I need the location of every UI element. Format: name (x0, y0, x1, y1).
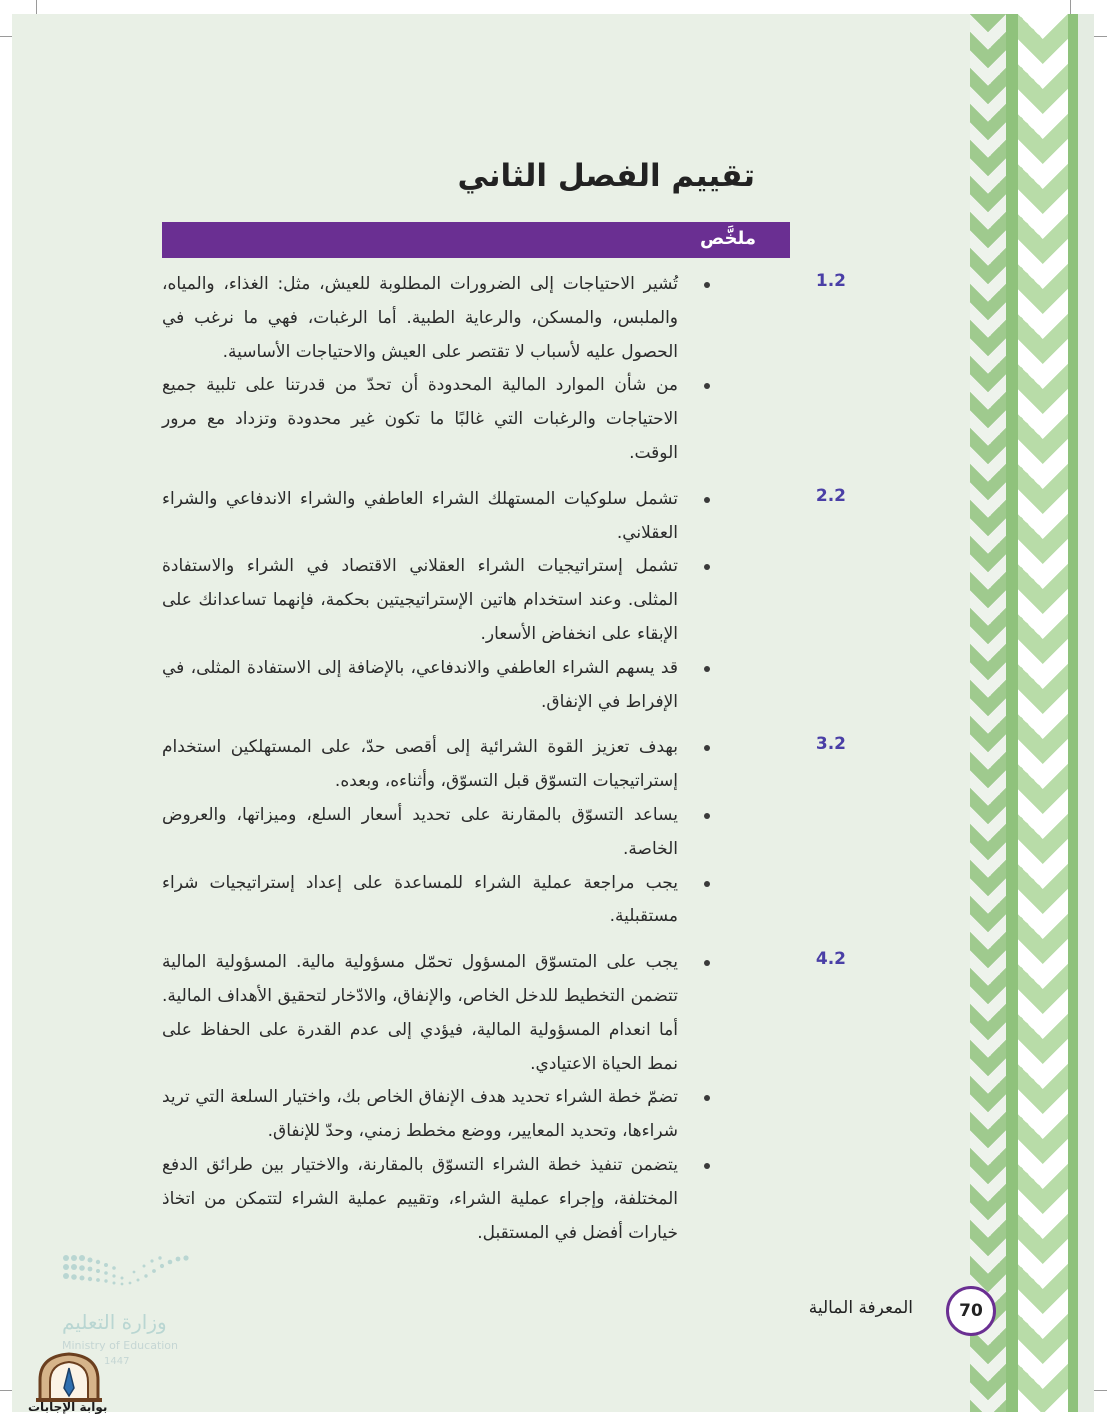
section-group (162, 268, 846, 471)
section-group (162, 483, 846, 720)
summary-bullet: تُشير الاحتياجات إلى الضرورات المطلوبة للعيش، مثل: الغذاء، والمياه، والملبس، والمسكن، والرعاية الطبية. أما الرغبات، فهي ما نرغب في الحصول عليه لأسباب لا تقتصر على العيش والاحتياجات الأساسية. (162, 268, 762, 369)
border-band (1078, 14, 1094, 1412)
chapter-title: تقييم الفصل الثاني (457, 158, 755, 194)
summary-bullet: تشمل إستراتيجيات الشراء العقلاني الاقتصاد في الشراء والاستفادة المثلى. وعند استخدام هاتين الإستراتيجيتين بحكمة، فإنهما تساعدانك على الإبقاء على انخفاض الأسعار. (162, 550, 762, 651)
summary-bullet: يجب على المتسوّق المسؤول تحمّل مسؤولية مالية. المسؤولية المالية تتضمن التخطيط للدخل الخاص، والإنفاق، والادّخار لتحقيق الأهداف المالية. أما انعدام المسؤولية المالية، فيؤدي إلى عدم القدرة على الحفاظ على نمط الحياة الاعتيادي. (162, 946, 762, 1081)
ministry-year: 1447 (104, 1356, 130, 1367)
diamond-pattern (970, 14, 1006, 1412)
section-group (162, 946, 846, 1250)
summary-bullet: من شأن الموارد المالية المحدودة أن تحدّ من قدرتنا على تلبية جميع الاحتياجات والرغبات التي غالبًا ما تكون غير محدودة وتزداد مع مرور الوقت. (162, 369, 762, 470)
section-number: 4.2 (815, 949, 846, 970)
summary-bullet: يتضمن تنفيذ خطة الشراء التسوّق بالمقارنة، والاختيار بين طرائق الدفع المختلفة، وإجراء عملية الشراء، وتقييم عملية الشراء لتتمكن من اتخاذ خيارات أفضل في المستقبل. (162, 1149, 762, 1250)
summary-bullet: تشمل سلوكيات المستهلك الشراء العاطفي والشراء الاندفاعي والشراء العقلاني. (162, 483, 762, 551)
border-band (1068, 14, 1078, 1412)
summary-bullet: تضمّ خطة الشراء تحديد هدف الإنفاق الخاص بك، واختيار السلعة التي تريد شراءها، وتحديد المعايير، ووضع مخطط زمني، وحدّ للإنفاق. (162, 1081, 762, 1149)
ministry-name-english: Ministry of Education (62, 1339, 179, 1352)
summary-bullet: قد يسهم الشراء العاطفي والاندفاعي، بالإضافة إلى الاستفادة المثلى، في الإفراط في الإنفاق. (162, 652, 762, 720)
summary-bullet: بهدف تعزيز القوة الشرائية إلى أقصى حدّ، على المستهلكين استخدام إستراتيجيات التسوّق قبل التسوّق، وأثناءه، وبعده. (162, 731, 762, 799)
summary-label: ملخَّص (699, 228, 756, 249)
ministry-name-arabic: وزارة التعليم (62, 1310, 167, 1334)
summary-bar (162, 222, 790, 258)
summary-bullet: يساعد التسوّق بالمقارنة على تحديد أسعار السلع، وميزاتها، والعروض الخاصة. (162, 799, 762, 867)
summary-bullet: يجب مراجعة عملية الشراء للمساعدة على إعداد إستراتيجيات شراء مستقبلية. (162, 867, 762, 935)
portal-label: بوابة الإجابات (28, 1400, 108, 1414)
diamond-pattern (1018, 14, 1068, 1412)
book-title: المعرفة المالية (808, 1298, 913, 1318)
section-number: 2.2 (815, 485, 846, 506)
decorative-border (970, 14, 1094, 1412)
page-number-text: 70 (959, 1301, 983, 1321)
border-band (1006, 14, 1018, 1412)
page-number (946, 1286, 996, 1336)
section-group (162, 731, 846, 934)
summary-content (162, 268, 846, 1262)
section-number: 3.2 (815, 734, 846, 755)
ministry-dots-logo-icon (62, 1250, 202, 1300)
section-number: 1.2 (815, 271, 846, 291)
